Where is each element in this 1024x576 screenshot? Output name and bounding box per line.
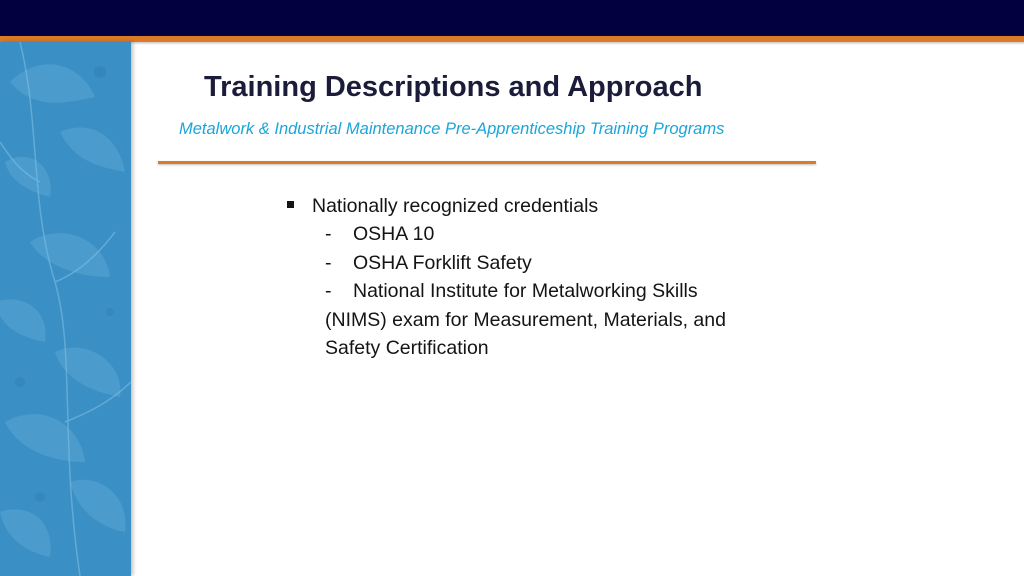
slide-body [285,192,785,362]
title-divider [158,161,816,164]
dash-marker: - [325,280,332,303]
dash-marker: - [325,251,332,274]
slide-title: Training Descriptions and Approach [204,71,703,103]
sub-item-text: National Institute for Metalworking Skills [353,280,698,303]
sub-item [325,249,785,277]
bullet-item [285,192,785,220]
dash-marker: - [325,223,332,246]
bullet-text: Nationally recognized credentials [312,195,599,217]
sub-item-text: OSHA 10 [353,223,435,246]
sub-item [325,277,785,305]
slide-subtitle: Metalwork & Industrial Maintenance Pre-Apprenticeship Training Programs [179,120,725,138]
side-decorative-panel [0,42,131,576]
sub-item-continuation: (NIMS) exam for Measurement, Materials, and [325,308,726,331]
sub-item-text: OSHA Forklift Safety [353,251,532,274]
botanical-leaves-icon [0,42,131,576]
square-bullet-icon [287,201,294,208]
sub-item-continuation: Safety Certification [325,337,489,360]
header-stripe-shadow [0,42,1024,45]
sub-item [325,220,785,248]
header-bar [0,0,1024,36]
